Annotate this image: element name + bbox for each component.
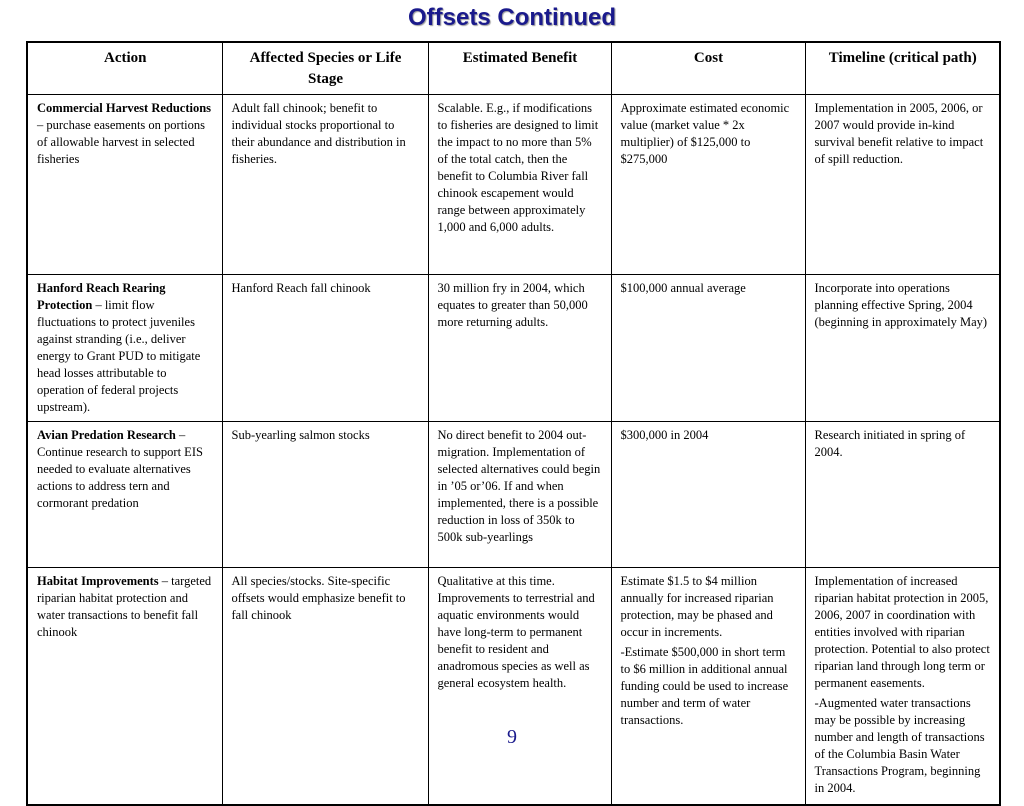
action-lead: Hanford Reach Rearing Protection [37, 281, 166, 312]
header-timeline: Timeline (critical path) [805, 42, 1000, 95]
action-cell [27, 275, 222, 422]
header-cost: Cost [611, 42, 805, 95]
benefit-cell: 30 million fry in 2004, which equates to greater than 50,000 more returning adults. [428, 275, 611, 422]
table-row [27, 95, 1000, 275]
species-cell: Sub-yearling salmon stocks [222, 422, 428, 568]
timeline-riparian-protection: Implementation of increased riparian habitat protection in 2005, 2006, 2007 in coordination with entities involved with riparian protection. Potential to also protect riparian land through long term or permanent easements. [814, 574, 990, 690]
benefit-cell: Scalable. E.g., if modifications to fisheries are designed to limit the impact to no more than 5% of the total catch, then the benefit to Columbia River fall chinook escapement would range between approximately 1,000 and 6,000 adults. [428, 95, 611, 275]
cost-cell [611, 568, 805, 806]
timeline-cell: Incorporate into operations planning effective Spring, 2004 (beginning in approximately May) [805, 275, 1000, 422]
cost-cell: $300,000 in 2004 [611, 422, 805, 568]
action-description: – Continue research to support EIS needed to evaluate alternatives actions to address tern and cormorant predation [37, 428, 203, 510]
species-cell: Hanford Reach fall chinook [222, 275, 428, 422]
action-cell [27, 568, 222, 806]
benefit-cell: Qualitative at this time. Improvements to terrestrial and aquatic environments would have long-term to permanent benefit to resident and anadromous species as well as general ecosystem health. [428, 568, 611, 806]
action-lead: Avian Predation Research [37, 428, 176, 442]
cost-cell: $100,000 annual average [611, 275, 805, 422]
action-description: – targeted riparian habitat protection and water transactions to benefit fall chinook [37, 574, 212, 639]
benefit-cell: No direct benefit to 2004 out-migration. Implementation of selected alternatives could begin in ’05 or’06. If and when implemented, there is a possible reduction in loss of 350k to 500k sub-yearlings [428, 422, 611, 568]
header-row [27, 42, 1000, 95]
timeline-cell: Implementation in 2005, 2006, or 2007 would provide in-kind survival benefit relative to impact of spill reduction. [805, 95, 1000, 275]
page-number: 9 [507, 726, 517, 748]
action-description: – purchase easements on portions of allowable harvest in selected fisheries [37, 118, 206, 166]
action-cell [27, 95, 222, 275]
species-cell: All species/stocks. Site-specific offsets would emphasize benefit to fall chinook [222, 568, 428, 806]
timeline-water-transactions: -Augmented water transactions may be possible by increasing number and length of transactions of the Columbia Basin Water Transactions Program, beginning in 2004. [814, 696, 985, 795]
table-row [27, 568, 1000, 806]
slide-title: Offsets Continued [408, 4, 616, 31]
offsets-table [26, 41, 1001, 806]
header-affected-species: Affected Species or Life Stage [222, 42, 428, 95]
timeline-cell [805, 568, 1000, 806]
species-cell: Adult fall chinook; benefit to individual stocks proportional to their abundance and distribution in fisheries. [222, 95, 428, 275]
header-estimated-benefit: Estimated Benefit [428, 42, 611, 95]
action-lead: Commercial Harvest Reductions [37, 101, 212, 115]
cost-water-transactions-estimate: -Estimate $500,000 in short term to $6 million in additional annual funding could be used to increase number and term of water transactions. [620, 645, 789, 727]
header-action: Action [27, 42, 222, 95]
action-description: – limit flow fluctuations to protect juveniles against stranding (i.e., deliver energy to Grant PUD to mitigate head losses attributable to operation of federal projects upstream). [37, 298, 201, 414]
action-lead: Habitat Improvements [37, 574, 159, 588]
timeline-cell: Research initiated in spring of 2004. [805, 422, 1000, 568]
action-cell [27, 422, 222, 568]
table-row [27, 422, 1000, 568]
cost-riparian-estimate: Estimate $1.5 to $4 million annually for increased riparian protection, may be phased and occur in increments. [620, 574, 774, 639]
cost-cell: Approximate estimated economic value (market value * 2x multiplier) of $125,000 to $275,000 [611, 95, 805, 275]
table-row [27, 275, 1000, 422]
